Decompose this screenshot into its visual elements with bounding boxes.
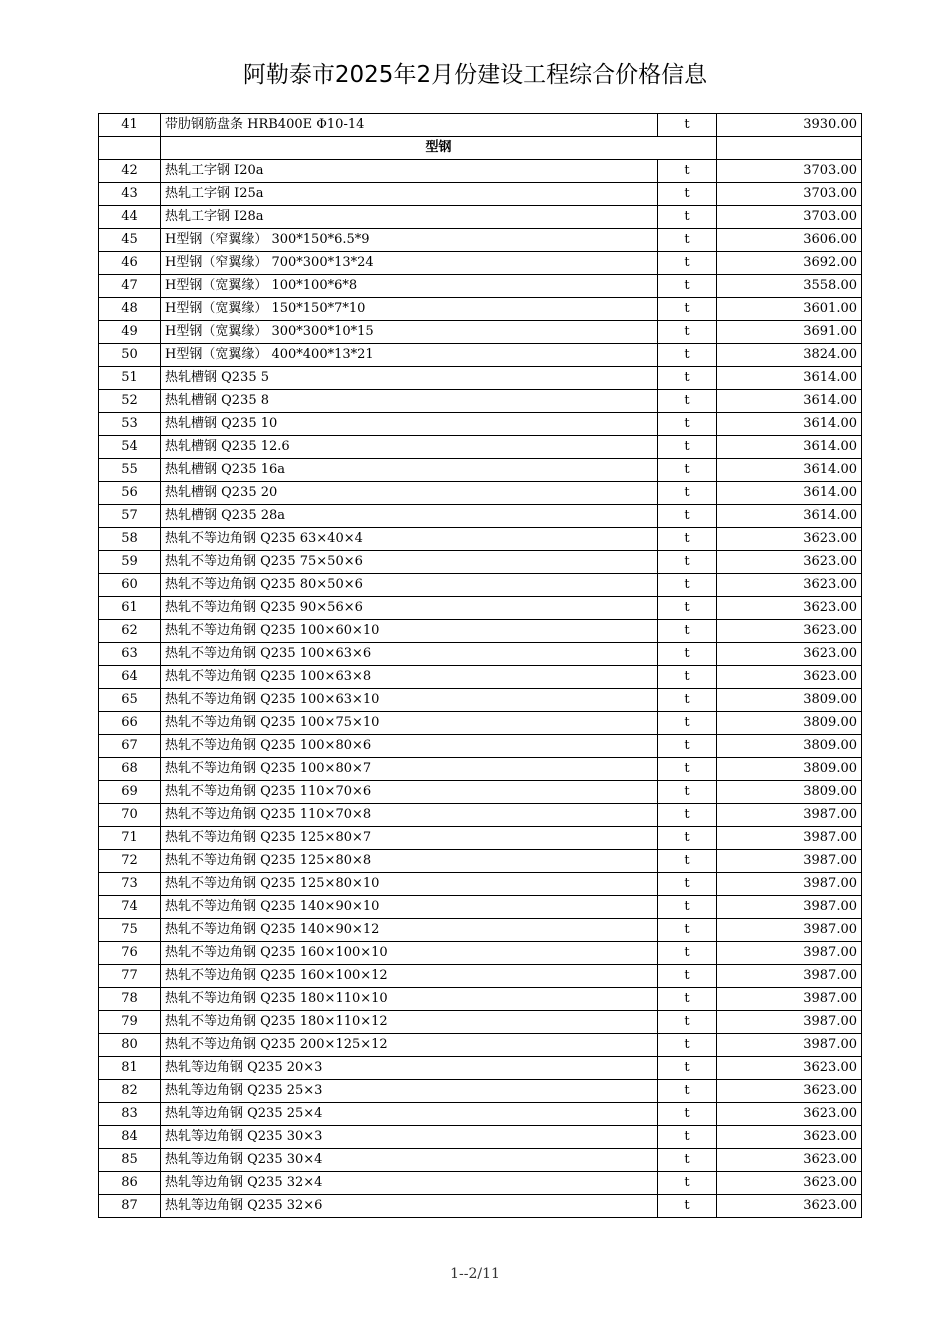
unit: t	[658, 482, 717, 505]
material-name: 热轧不等边角钢 Q235 100×60×10	[161, 620, 658, 643]
price: 3987.00	[717, 850, 862, 873]
row-index: 48	[99, 298, 161, 321]
unit: t	[658, 252, 717, 275]
unit: t	[658, 183, 717, 206]
material-name: H型钢（宽翼缘） 100*100*6*8	[161, 275, 658, 298]
unit: t	[658, 758, 717, 781]
price: 3623.00	[717, 1195, 862, 1218]
row-index: 43	[99, 183, 161, 206]
page-title: 阿勒泰市2025年2月份建设工程综合价格信息	[242, 62, 708, 88]
table-row	[99, 781, 862, 804]
material-name: 热轧槽钢 Q235 16a	[161, 459, 658, 482]
row-index: 51	[99, 367, 161, 390]
table-row	[99, 390, 862, 413]
unit: t	[658, 505, 717, 528]
row-index: 61	[99, 597, 161, 620]
table-row	[99, 873, 862, 896]
row-index: 87	[99, 1195, 161, 1218]
unit: t	[658, 712, 717, 735]
unit: t	[658, 114, 717, 137]
material-name: 热轧等边角钢 Q235 30×4	[161, 1149, 658, 1172]
table-row	[99, 1057, 862, 1080]
unit: t	[658, 827, 717, 850]
table-row	[99, 505, 862, 528]
price: 3623.00	[717, 528, 862, 551]
price: 3558.00	[717, 275, 862, 298]
price: 3623.00	[717, 1103, 862, 1126]
price: 3623.00	[717, 1080, 862, 1103]
unit: t	[658, 1080, 717, 1103]
table-row	[99, 1080, 862, 1103]
material-name: 热轧槽钢 Q235 20	[161, 482, 658, 505]
table-row	[99, 735, 862, 758]
price: 3987.00	[717, 919, 862, 942]
material-name: 热轧不等边角钢 Q235 90×56×6	[161, 597, 658, 620]
price: 3692.00	[717, 252, 862, 275]
table-row	[99, 1149, 862, 1172]
row-index: 79	[99, 1011, 161, 1034]
table-row	[99, 1034, 862, 1057]
price-table-body	[99, 114, 862, 1218]
unit: t	[658, 1126, 717, 1149]
price: 3809.00	[717, 735, 862, 758]
price: 3987.00	[717, 965, 862, 988]
unit: t	[658, 298, 717, 321]
table-row	[99, 459, 862, 482]
price: 3623.00	[717, 551, 862, 574]
price: 3987.00	[717, 942, 862, 965]
price: 3623.00	[717, 574, 862, 597]
row-index: 47	[99, 275, 161, 298]
row-index: 63	[99, 643, 161, 666]
table-row	[99, 919, 862, 942]
price: 3703.00	[717, 206, 862, 229]
table-row	[99, 804, 862, 827]
table-row	[99, 620, 862, 643]
material-name: 热轧等边角钢 Q235 32×4	[161, 1172, 658, 1195]
material-name: 热轧不等边角钢 Q235 180×110×10	[161, 988, 658, 1011]
row-index: 73	[99, 873, 161, 896]
material-name: 热轧不等边角钢 Q235 125×80×7	[161, 827, 658, 850]
row-index: 71	[99, 827, 161, 850]
row-index: 56	[99, 482, 161, 505]
table-row	[99, 183, 862, 206]
price: 3703.00	[717, 183, 862, 206]
table-row	[99, 160, 862, 183]
unit: t	[658, 229, 717, 252]
material-name: 热轧工字钢 I28a	[161, 206, 658, 229]
row-index: 53	[99, 413, 161, 436]
unit: t	[658, 1034, 717, 1057]
material-name: 热轧不等边角钢 Q235 80×50×6	[161, 574, 658, 597]
row-index: 52	[99, 390, 161, 413]
unit: t	[658, 390, 717, 413]
price: 3987.00	[717, 1034, 862, 1057]
material-name: 热轧等边角钢 Q235 25×4	[161, 1103, 658, 1126]
material-name: 热轧不等边角钢 Q235 160×100×12	[161, 965, 658, 988]
row-index: 84	[99, 1126, 161, 1149]
price: 3703.00	[717, 160, 862, 183]
price: 3614.00	[717, 413, 862, 436]
material-name: 热轧等边角钢 Q235 32×6	[161, 1195, 658, 1218]
table-row	[99, 229, 862, 252]
table-row	[99, 321, 862, 344]
material-name: 热轧不等边角钢 Q235 110×70×6	[161, 781, 658, 804]
material-name: 热轧工字钢 I20a	[161, 160, 658, 183]
material-name: 热轧不等边角钢 Q235 75×50×6	[161, 551, 658, 574]
row-index: 80	[99, 1034, 161, 1057]
section-price-cell	[717, 137, 862, 160]
table-row	[99, 942, 862, 965]
material-name: H型钢（窄翼缘） 700*300*13*24	[161, 252, 658, 275]
table-row	[99, 551, 862, 574]
unit: t	[658, 597, 717, 620]
row-index: 46	[99, 252, 161, 275]
price: 3987.00	[717, 1011, 862, 1034]
price: 3623.00	[717, 1126, 862, 1149]
material-name: H型钢（窄翼缘） 300*150*6.5*9	[161, 229, 658, 252]
unit: t	[658, 413, 717, 436]
unit: t	[658, 804, 717, 827]
row-index: 45	[99, 229, 161, 252]
row-index: 69	[99, 781, 161, 804]
price: 3606.00	[717, 229, 862, 252]
row-index: 54	[99, 436, 161, 459]
row-index: 42	[99, 160, 161, 183]
unit: t	[658, 367, 717, 390]
row-index: 83	[99, 1103, 161, 1126]
row-index: 68	[99, 758, 161, 781]
table-row	[99, 1011, 862, 1034]
price: 3809.00	[717, 781, 862, 804]
table-row	[99, 597, 862, 620]
row-index: 55	[99, 459, 161, 482]
table-row	[99, 643, 862, 666]
row-index: 64	[99, 666, 161, 689]
row-index: 86	[99, 1172, 161, 1195]
row-index: 57	[99, 505, 161, 528]
material-name: 热轧不等边角钢 Q235 180×110×12	[161, 1011, 658, 1034]
material-name: 热轧槽钢 Q235 28a	[161, 505, 658, 528]
unit: t	[658, 919, 717, 942]
unit: t	[658, 1172, 717, 1195]
price: 3623.00	[717, 1057, 862, 1080]
material-name: 热轧不等边角钢 Q235 160×100×10	[161, 942, 658, 965]
unit: t	[658, 344, 717, 367]
table-row	[99, 1172, 862, 1195]
material-name: 热轧不等边角钢 Q235 63×40×4	[161, 528, 658, 551]
price: 3614.00	[717, 459, 862, 482]
unit: t	[658, 459, 717, 482]
table-row	[99, 252, 862, 275]
row-index: 59	[99, 551, 161, 574]
row-index: 50	[99, 344, 161, 367]
material-name: 热轧不等边角钢 Q235 100×63×10	[161, 689, 658, 712]
unit: t	[658, 643, 717, 666]
table-row	[99, 482, 862, 505]
material-name: 热轧不等边角钢 Q235 140×90×12	[161, 919, 658, 942]
unit: t	[658, 574, 717, 597]
row-index: 85	[99, 1149, 161, 1172]
table-row	[99, 206, 862, 229]
table-row	[99, 528, 862, 551]
price: 3623.00	[717, 597, 862, 620]
row-index: 70	[99, 804, 161, 827]
unit: t	[658, 965, 717, 988]
unit: t	[658, 1103, 717, 1126]
material-name: 热轧槽钢 Q235 12.6	[161, 436, 658, 459]
price: 3691.00	[717, 321, 862, 344]
row-index: 49	[99, 321, 161, 344]
unit: t	[658, 1195, 717, 1218]
material-name: 热轧不等边角钢 Q235 100×75×10	[161, 712, 658, 735]
row-index: 60	[99, 574, 161, 597]
unit: t	[658, 988, 717, 1011]
row-index: 81	[99, 1057, 161, 1080]
table-row	[99, 758, 862, 781]
unit: t	[658, 160, 717, 183]
table-row	[99, 298, 862, 321]
row-index: 41	[99, 114, 161, 137]
material-name: 热轧等边角钢 Q235 20×3	[161, 1057, 658, 1080]
unit: t	[658, 942, 717, 965]
table-row	[99, 1103, 862, 1126]
material-name: H型钢（宽翼缘） 400*400*13*21	[161, 344, 658, 367]
material-name: 热轧工字钢 I25a	[161, 183, 658, 206]
row-index: 76	[99, 942, 161, 965]
table-row	[99, 367, 862, 390]
material-name: 热轧槽钢 Q235 5	[161, 367, 658, 390]
unit: t	[658, 781, 717, 804]
unit: t	[658, 1011, 717, 1034]
section-index-cell	[99, 137, 161, 160]
row-index: 82	[99, 1080, 161, 1103]
price: 3623.00	[717, 1149, 862, 1172]
material-name: 热轧不等边角钢 Q235 140×90×10	[161, 896, 658, 919]
unit: t	[658, 850, 717, 873]
price: 3623.00	[717, 643, 862, 666]
row-index: 62	[99, 620, 161, 643]
material-name: 热轧不等边角钢 Q235 100×80×7	[161, 758, 658, 781]
material-name: 热轧槽钢 Q235 8	[161, 390, 658, 413]
unit: t	[658, 275, 717, 298]
price: 3614.00	[717, 367, 862, 390]
row-index: 66	[99, 712, 161, 735]
price: 3987.00	[717, 988, 862, 1011]
price: 3614.00	[717, 436, 862, 459]
table-row	[99, 275, 862, 298]
row-index: 44	[99, 206, 161, 229]
price: 3623.00	[717, 1172, 862, 1195]
table-row	[99, 827, 862, 850]
price: 3809.00	[717, 712, 862, 735]
table-row	[99, 413, 862, 436]
table-row	[99, 1195, 862, 1218]
price-table	[98, 113, 862, 1218]
material-name: H型钢（宽翼缘） 300*300*10*15	[161, 321, 658, 344]
table-row	[99, 896, 862, 919]
price: 3824.00	[717, 344, 862, 367]
price: 3987.00	[717, 873, 862, 896]
page-number: 1--2/11	[450, 1266, 500, 1282]
price: 3614.00	[717, 482, 862, 505]
unit: t	[658, 551, 717, 574]
material-name: 热轧等边角钢 Q235 30×3	[161, 1126, 658, 1149]
material-name: 热轧不等边角钢 Q235 100×63×6	[161, 643, 658, 666]
unit: t	[658, 735, 717, 758]
table-row	[99, 114, 862, 137]
price: 3987.00	[717, 827, 862, 850]
unit: t	[658, 436, 717, 459]
unit: t	[658, 896, 717, 919]
material-name: 带肋钢筋盘条 HRB400E Φ10-14	[161, 114, 658, 137]
row-index: 78	[99, 988, 161, 1011]
unit: t	[658, 620, 717, 643]
table-row	[99, 689, 862, 712]
material-name: 热轧不等边角钢 Q235 100×63×8	[161, 666, 658, 689]
table-row	[99, 965, 862, 988]
table-row	[99, 1126, 862, 1149]
row-index: 58	[99, 528, 161, 551]
table-row	[99, 344, 862, 367]
table-row	[99, 988, 862, 1011]
price: 3614.00	[717, 505, 862, 528]
material-name: 热轧槽钢 Q235 10	[161, 413, 658, 436]
unit: t	[658, 528, 717, 551]
material-name: H型钢（宽翼缘） 150*150*7*10	[161, 298, 658, 321]
table-row	[99, 666, 862, 689]
row-index: 72	[99, 850, 161, 873]
price: 3930.00	[717, 114, 862, 137]
section-label: 型钢	[161, 137, 717, 160]
unit: t	[658, 321, 717, 344]
table-row	[99, 850, 862, 873]
price: 3623.00	[717, 620, 862, 643]
row-index: 67	[99, 735, 161, 758]
price: 3809.00	[717, 689, 862, 712]
unit: t	[658, 1149, 717, 1172]
unit: t	[658, 689, 717, 712]
price: 3987.00	[717, 804, 862, 827]
row-index: 75	[99, 919, 161, 942]
unit: t	[658, 206, 717, 229]
material-name: 热轧不等边角钢 Q235 200×125×12	[161, 1034, 658, 1057]
price: 3809.00	[717, 758, 862, 781]
material-name: 热轧不等边角钢 Q235 110×70×8	[161, 804, 658, 827]
unit: t	[658, 1057, 717, 1080]
row-index: 65	[99, 689, 161, 712]
price: 3987.00	[717, 896, 862, 919]
price: 3601.00	[717, 298, 862, 321]
row-index: 77	[99, 965, 161, 988]
price: 3623.00	[717, 666, 862, 689]
unit: t	[658, 666, 717, 689]
material-name: 热轧不等边角钢 Q235 125×80×10	[161, 873, 658, 896]
material-name: 热轧不等边角钢 Q235 125×80×8	[161, 850, 658, 873]
table-row	[99, 574, 862, 597]
price: 3614.00	[717, 390, 862, 413]
row-index: 74	[99, 896, 161, 919]
table-row	[99, 436, 862, 459]
section-row	[99, 137, 862, 160]
material-name: 热轧等边角钢 Q235 25×3	[161, 1080, 658, 1103]
unit: t	[658, 873, 717, 896]
table-row	[99, 712, 862, 735]
material-name: 热轧不等边角钢 Q235 100×80×6	[161, 735, 658, 758]
